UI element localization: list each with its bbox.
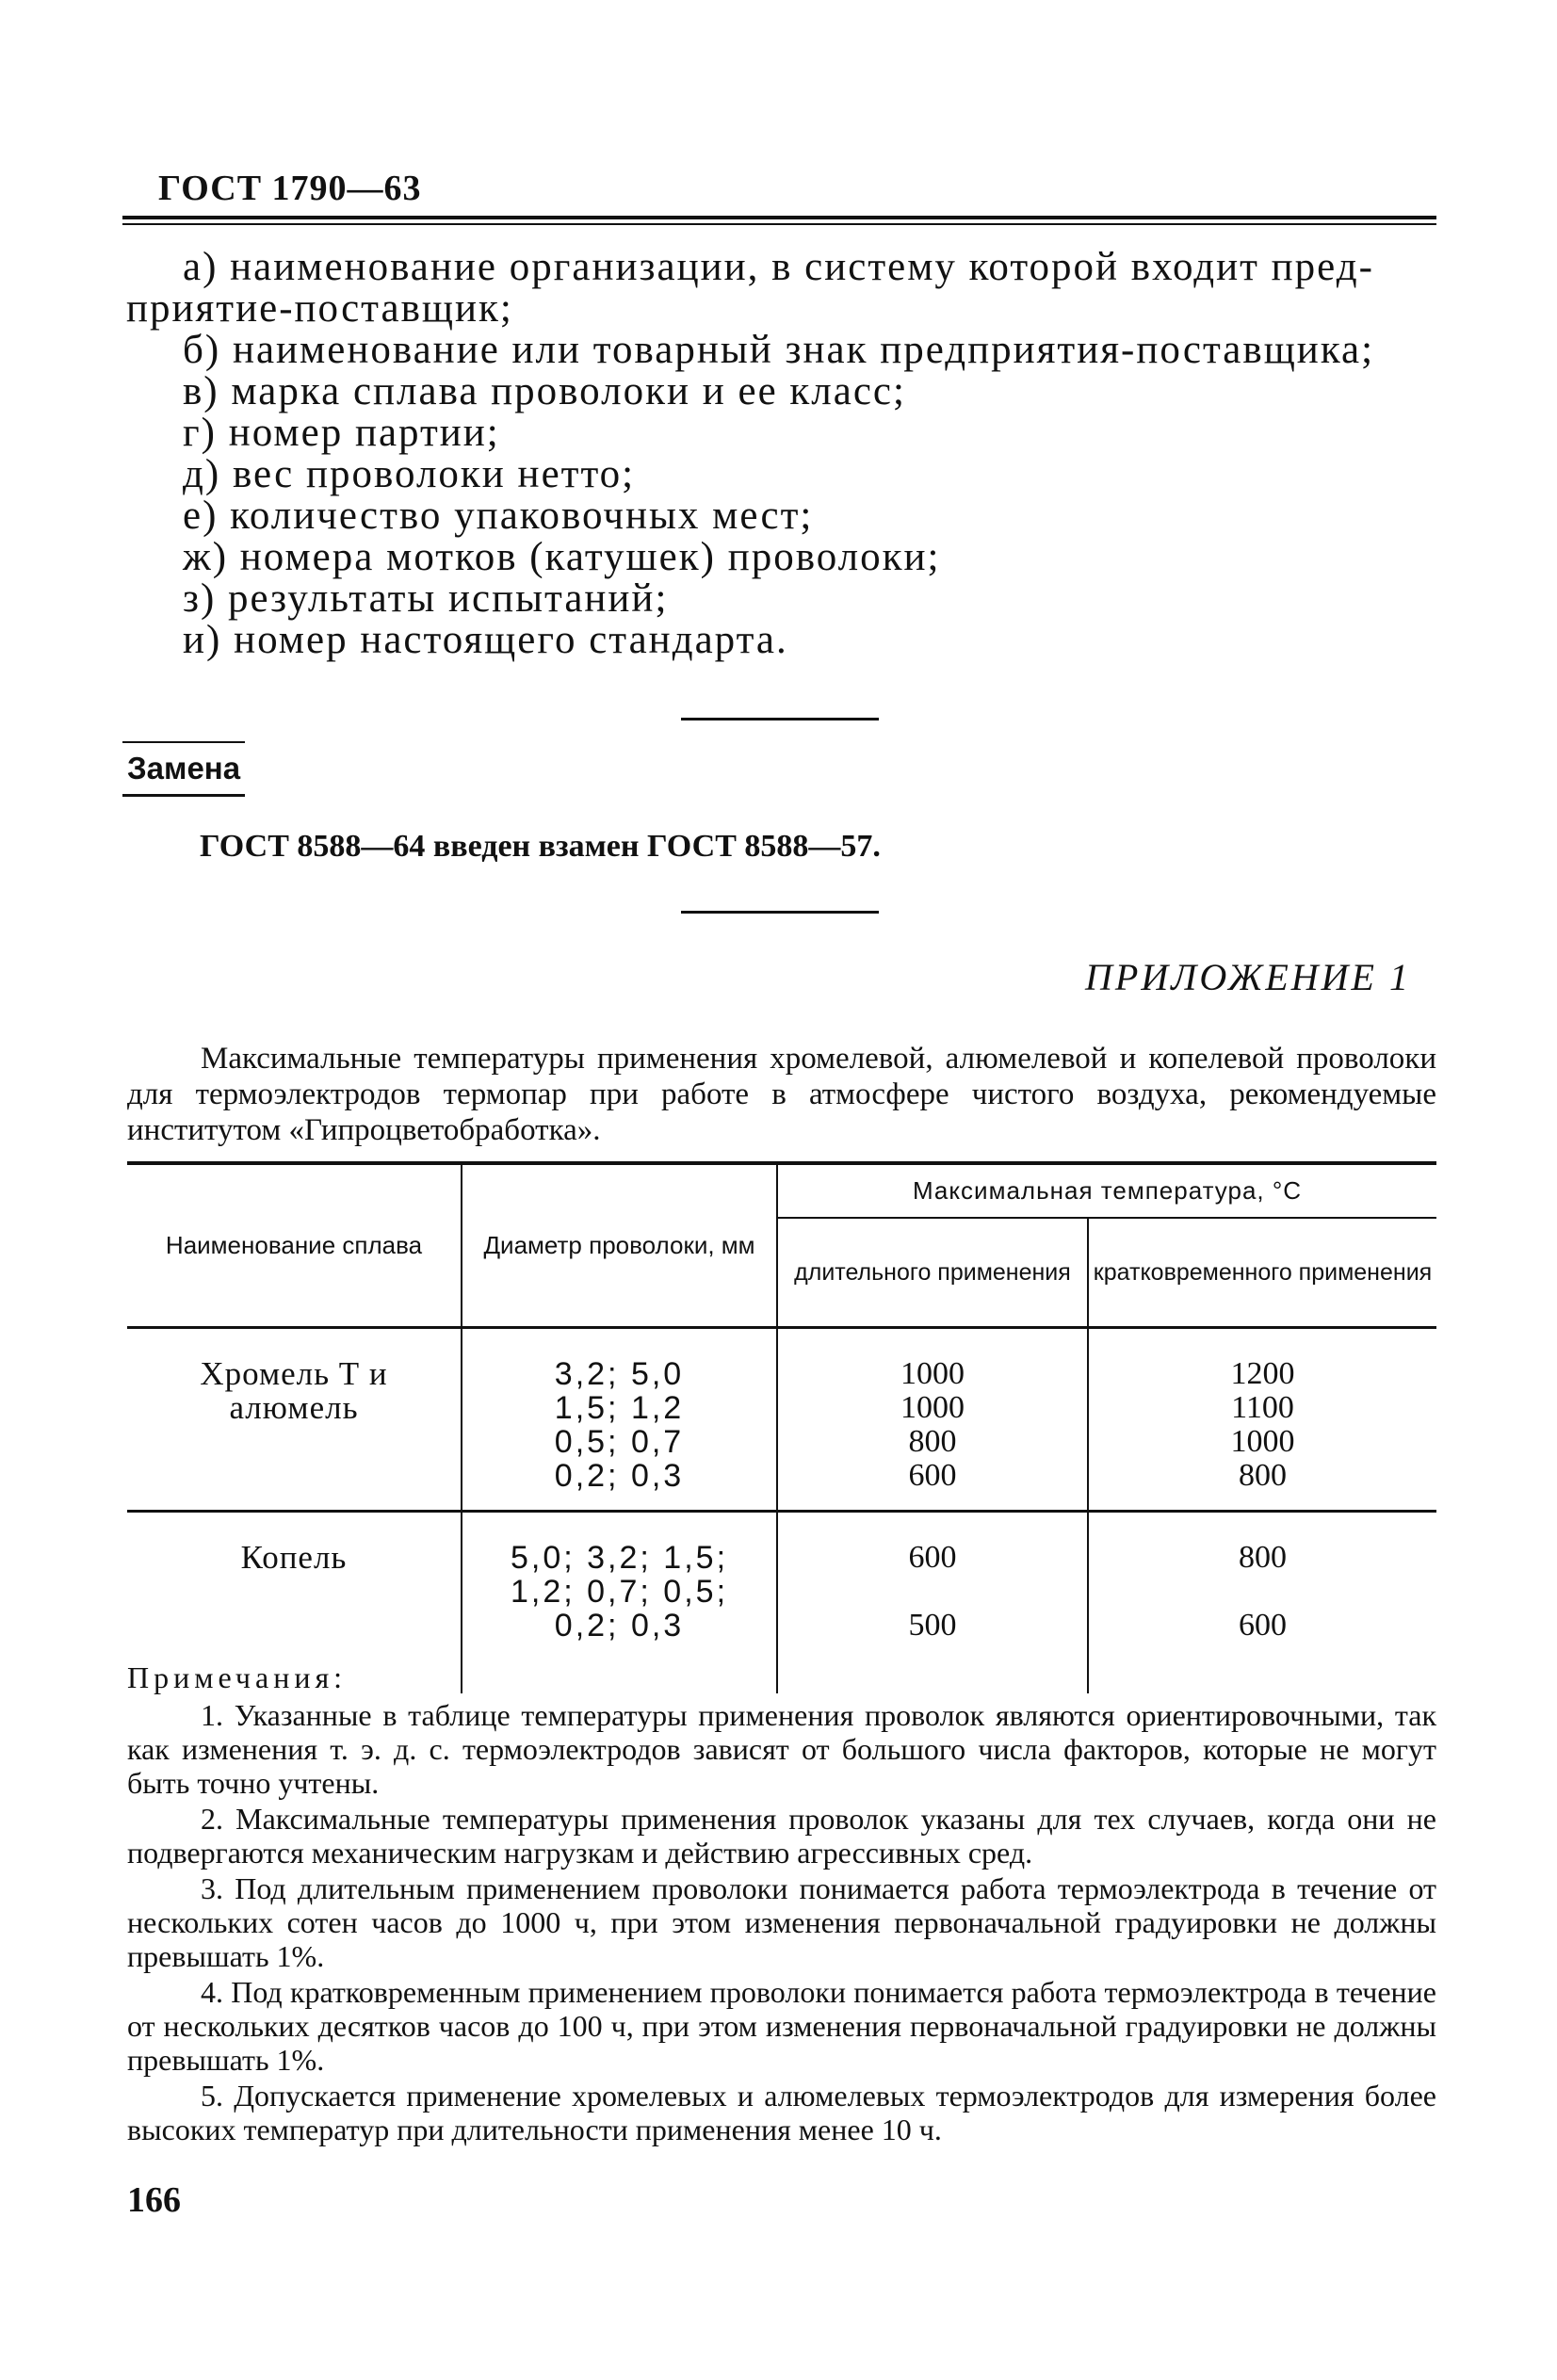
column-header-alloy: Наименование сплава <box>127 1163 462 1327</box>
marking-item: а) наименование организации, в систему которой входит пред- <box>183 245 1374 289</box>
marking-item-continuation: приятие-поставщик; <box>126 286 513 331</box>
page-header-title: ГОСТ 1790—63 <box>158 169 422 208</box>
marking-item: ж) номера мотков (катушек) проволоки; <box>183 535 941 579</box>
marking-item: б) наименование или товарный знак предприятия-поставщика; <box>183 328 1375 372</box>
header-rule <box>122 216 1436 219</box>
column-header-max-temp: Максимальная температура, °С <box>777 1163 1436 1218</box>
note-item: 4. Под кратковременным применением проволоки понимается работа термоэлектрода в течение от нескольких десятков часов до 100 ч, при этом изменения первоначальной градуировки не должны превышать 1%. <box>127 1975 1436 2077</box>
cell-diameter: 5,0; 3,2; 1,5; 1,2; 0,7; 0,5; 0,2; 0,3 <box>462 1511 777 1693</box>
section-divider <box>681 718 879 720</box>
note-item: 5. Допускается применение хромелевых и алюмелевых термоэлектродов для измерения более высоких температур при длительности применения менее 10 ч. <box>127 2079 1436 2146</box>
temperature-table <box>127 1161 1436 1693</box>
cell-diameter: 3,2; 5,0 1,5; 1,2 0,5; 0,7 0,2; 0,3 <box>462 1327 777 1511</box>
section-divider <box>681 911 879 914</box>
header-rule-thin <box>122 223 1436 225</box>
cell-long-use: 1000 1000 800 600 <box>777 1327 1088 1511</box>
appendix-label: ПРИЛОЖЕНИЕ 1 <box>1085 956 1411 998</box>
cell-short-use: 800 600 <box>1239 1539 1287 1643</box>
marking-item: г) номер партии; <box>183 411 500 455</box>
cell-short-use: 1200 1100 1000 800 <box>1088 1327 1436 1511</box>
page-number: 166 <box>127 2180 181 2220</box>
notes-title: Примечания: <box>127 1660 348 1694</box>
note-item: 1. Указанные в таблице температуры применения проволок являются ориентировочными, так как изменения т. э. д. с. термоэлектродов зависят от большого числа факторов, которые не могут быть точно учтены. <box>127 1698 1436 1800</box>
section-title-rule-bottom <box>122 794 245 797</box>
marking-item: з) результаты испытаний; <box>183 576 669 621</box>
column-header-diameter: Диаметр проволоки, мм <box>462 1163 777 1327</box>
cell-alloy: Копель <box>127 1511 462 1693</box>
note-item: 3. Под длительным применением проволоки понимается работа термоэлектрода в течение от нескольких сотен часов до 1000 ч, при этом изменения первоначальной градуировки не должны превышать 1%. <box>127 1871 1436 1973</box>
cell-long-use: 600 500 <box>777 1511 1088 1693</box>
notes-section <box>127 1660 1436 2148</box>
note-item: 2. Максимальные температуры применения проволок указаны для тех случаев, когда они не подвергаются механическим нагрузкам и действию агрессивных сред. <box>127 1802 1436 1870</box>
column-header-long-use: длительного применения <box>777 1218 1088 1327</box>
marking-list <box>126 247 1435 661</box>
marking-item: д) вес проволоки нетто; <box>183 452 636 496</box>
marking-item: е) количество упаковочных мест; <box>183 494 814 538</box>
cell-alloy: Хромель Т и алюмель <box>127 1327 462 1511</box>
replacement-text: ГОСТ 8588—64 введен взамен ГОСТ 8588—57. <box>200 829 881 864</box>
marking-item: в) марка сплава проволоки и ее класс; <box>183 369 906 413</box>
marking-item: и) номер настоящего стандарта. <box>183 618 788 662</box>
column-header-short-use: кратковременного применения <box>1088 1218 1436 1327</box>
section-title-rule-top <box>122 741 245 743</box>
section-title: Замена <box>127 751 241 785</box>
appendix-caption: Максимальные температуры применения хромелевой, алюмелевой и копелевой проволоки для термоэлектродов термопар при работе в атмосфере чистого воздуха, рекомендуемые институтом «Гипроцветобработка». <box>127 1042 1436 1147</box>
table-row <box>127 1327 1436 1511</box>
